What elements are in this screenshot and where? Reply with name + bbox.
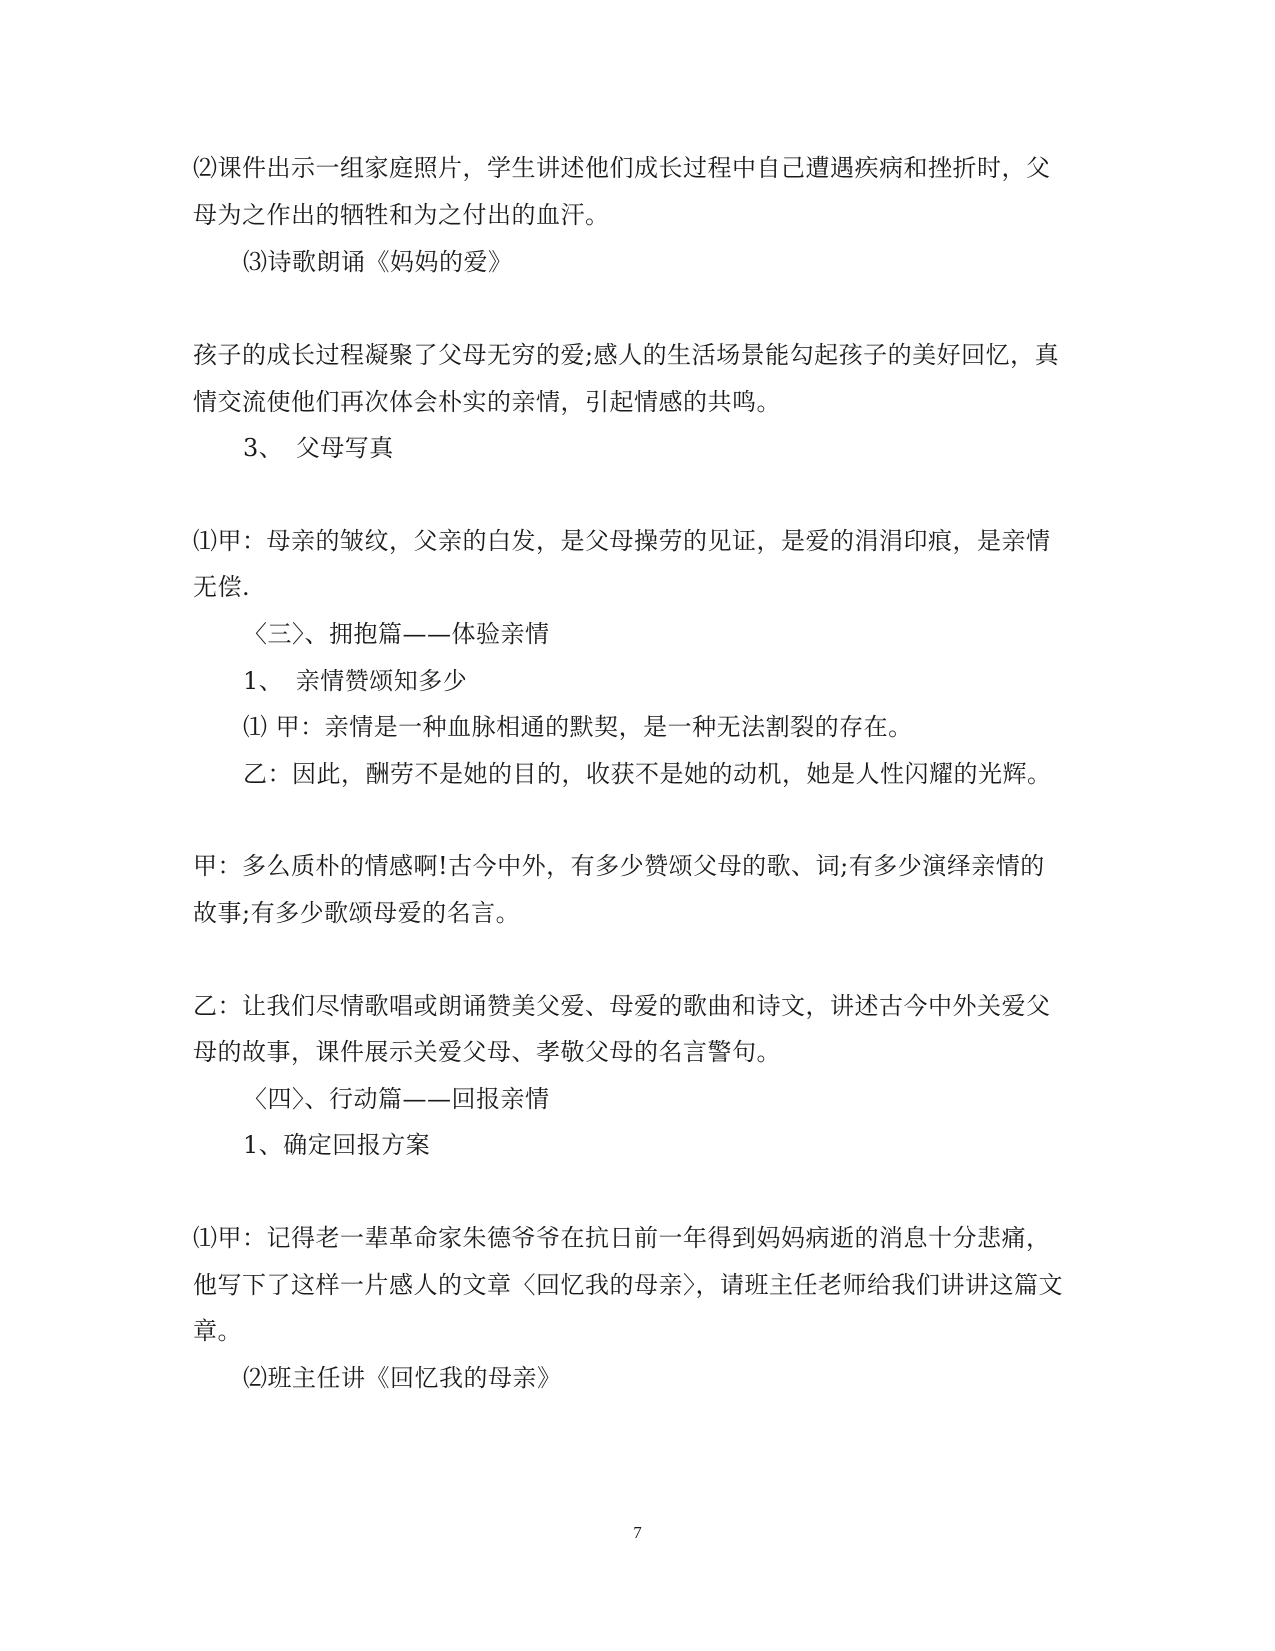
text-line: 无偿. <box>193 573 251 601</box>
page-number: 7 <box>633 1523 642 1542</box>
text-line: 母的故事，课件展示关爱父母、孝敬父母的名言警句。 <box>193 1038 781 1066</box>
text-line: 故事;有多少歌颂母爱的名言。 <box>193 899 521 927</box>
text-line: ⑴甲：母亲的皱纹，父亲的白发，是父母操劳的见证，是爱的涓涓印痕，是亲情 <box>193 527 1051 555</box>
text-line: ⑵课件出示一组家庭照片，学生讲述他们成长过程中自己遭遇疾病和挫折时，父 <box>193 154 1051 182</box>
text-line: 甲：多么质朴的情感啊!古今中外，有多少赞颂父母的歌、词;有多少演绎亲情的 <box>193 852 1045 880</box>
text-line: 3、 父母写真 <box>243 434 394 462</box>
text-line: 乙：让我们尽情歌唱或朗诵赞美父爱、母爱的歌曲和诗文，讲述古今中外关爱父 <box>193 992 1051 1020</box>
text-line: 〈三〉、拥抱篇——体验亲情 <box>243 620 550 648</box>
text-line: 〈四〉、行动篇——回报亲情 <box>243 1085 550 1113</box>
text-line: ⑶诗歌朗诵《妈妈的爱》 <box>243 248 513 276</box>
text-line: 1、 亲情赞颂知多少 <box>243 667 468 695</box>
text-line: 1、确定回报方案 <box>243 1131 431 1159</box>
text-line: 他写下了这样一片感人的文章〈回忆我的母亲〉，请班主任老师给我们讲讲这篇文 <box>193 1271 1063 1299</box>
text-line: ⑴ 甲：亲情是一种血脉相通的默契，是一种无法割裂的存在。 <box>243 713 913 741</box>
text-line: ⑵班主任讲《回忆我的母亲》 <box>243 1364 562 1392</box>
text-line: ⑴甲：记得老一辈革命家朱德爷爷在抗日前一年得到妈妈病逝的消息十分悲痛， <box>193 1224 1051 1252</box>
text-line: 情交流使他们再次体会朴实的亲情，引起情感的共鸣。 <box>193 388 781 416</box>
text-line: 母为之作出的牺牲和为之付出的血汗。 <box>193 201 610 229</box>
text-line: 孩子的成长过程凝聚了父母无穷的爱;感人的生活场景能勾起孩子的美好回忆，真 <box>193 341 1060 369</box>
text-line: 章。 <box>193 1317 242 1345</box>
text-line: 乙：因此，酬劳不是她的目的，收获不是她的动机，她是人性闪耀的光辉。 <box>243 760 1052 788</box>
